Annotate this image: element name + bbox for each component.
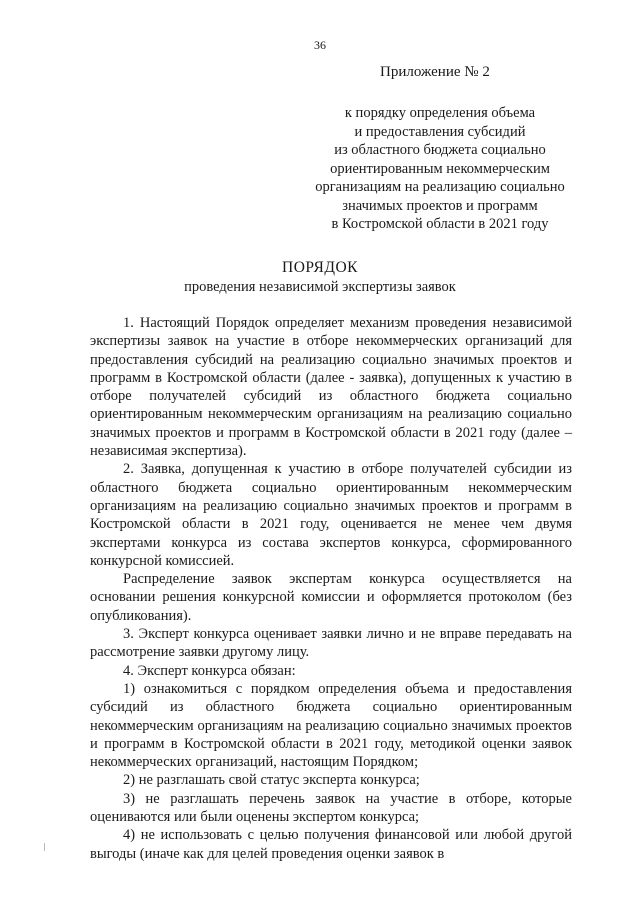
scan-margin-mark <box>44 843 45 851</box>
paragraph: 3) не разглашать перечень заявок на участие в отборе, которые оцениваются или были оценены экспертом конкурса; <box>90 790 572 826</box>
paragraph: 3. Эксперт конкурса оценивает заявки лично и не вправе передавать на рассмотрение заявки другому лицу. <box>90 626 572 661</box>
document-body <box>90 314 572 863</box>
appendix-subtitle-line: в Костромской области в 2021 году <box>331 216 549 232</box>
paragraph: 1. Настоящий Порядок определяет механизм проведения независимой экспертизы заявок на участие в отборе некоммерческих организаций для предоставления субсидий на реализацию социально значимых проектов и программ в Костромской области (далее - заявка), допущенных к участию в отборе получателей субсидий из областного бюджета социально ориентированным некоммерческим организациям на реализацию социально значимых проектов и программ в Костромской области в 2021 году (далее – независимая экспертиза). <box>90 315 572 460</box>
paragraph: 4) не использовать с целью получения финансовой или любой другой выгоды (иначе как для целей проведения оценки заявок в <box>90 827 572 862</box>
appendix-subtitle-line: значимых проектов и программ <box>342 197 538 214</box>
paragraph: Распределение заявок экспертам конкурса осуществляется на основании решения конкурсной комиссии и оформляется протоколом (без опубликования). <box>90 571 572 624</box>
paragraph: 1) ознакомиться с порядком определения объема и предоставления субсидий из областного бюджета социально ориентированным некоммерческим организациям на реализацию социально значимых проектов и программ в Костромской области в 2021 году, методикой оценки заявок некоммерческих организаций, настоящим Порядком; <box>90 680 572 771</box>
appendix-subtitle-line: к порядку определения объема <box>344 105 536 121</box>
appendix-label: Приложение № 2 <box>380 64 490 80</box>
appendix-subtitle-line: из областного бюджета социально <box>334 142 546 158</box>
paragraph: 4. Эксперт конкурса обязан: <box>123 662 296 679</box>
paragraph: 2. Заявка, допущенная к участию в отборе получателей субсидии из областного бюджета социально ориентированным некоммерческим организациям на реализацию социально значимых проектов и программ в Костромской области в 2021 году, оценивается не менее чем двумя экспертами конкурса из состава экспертов конкурса, сформированного конкурсной комиссией. <box>90 461 572 569</box>
appendix-subtitle-line: организациям на реализацию социально <box>315 179 565 195</box>
appendix-subtitle <box>300 104 580 234</box>
page-number: 36 <box>314 38 326 52</box>
paragraph: 2) не разглашать свой статус эксперта конкурса; <box>123 772 420 789</box>
appendix-subtitle-line: ориентированным некоммерческим <box>330 160 550 177</box>
document-subtitle: проведения независимой экспертизы заявок <box>184 279 456 295</box>
document-title: ПОРЯДОК <box>282 259 358 276</box>
appendix-subtitle-line: и предоставления субсидий <box>354 123 526 140</box>
